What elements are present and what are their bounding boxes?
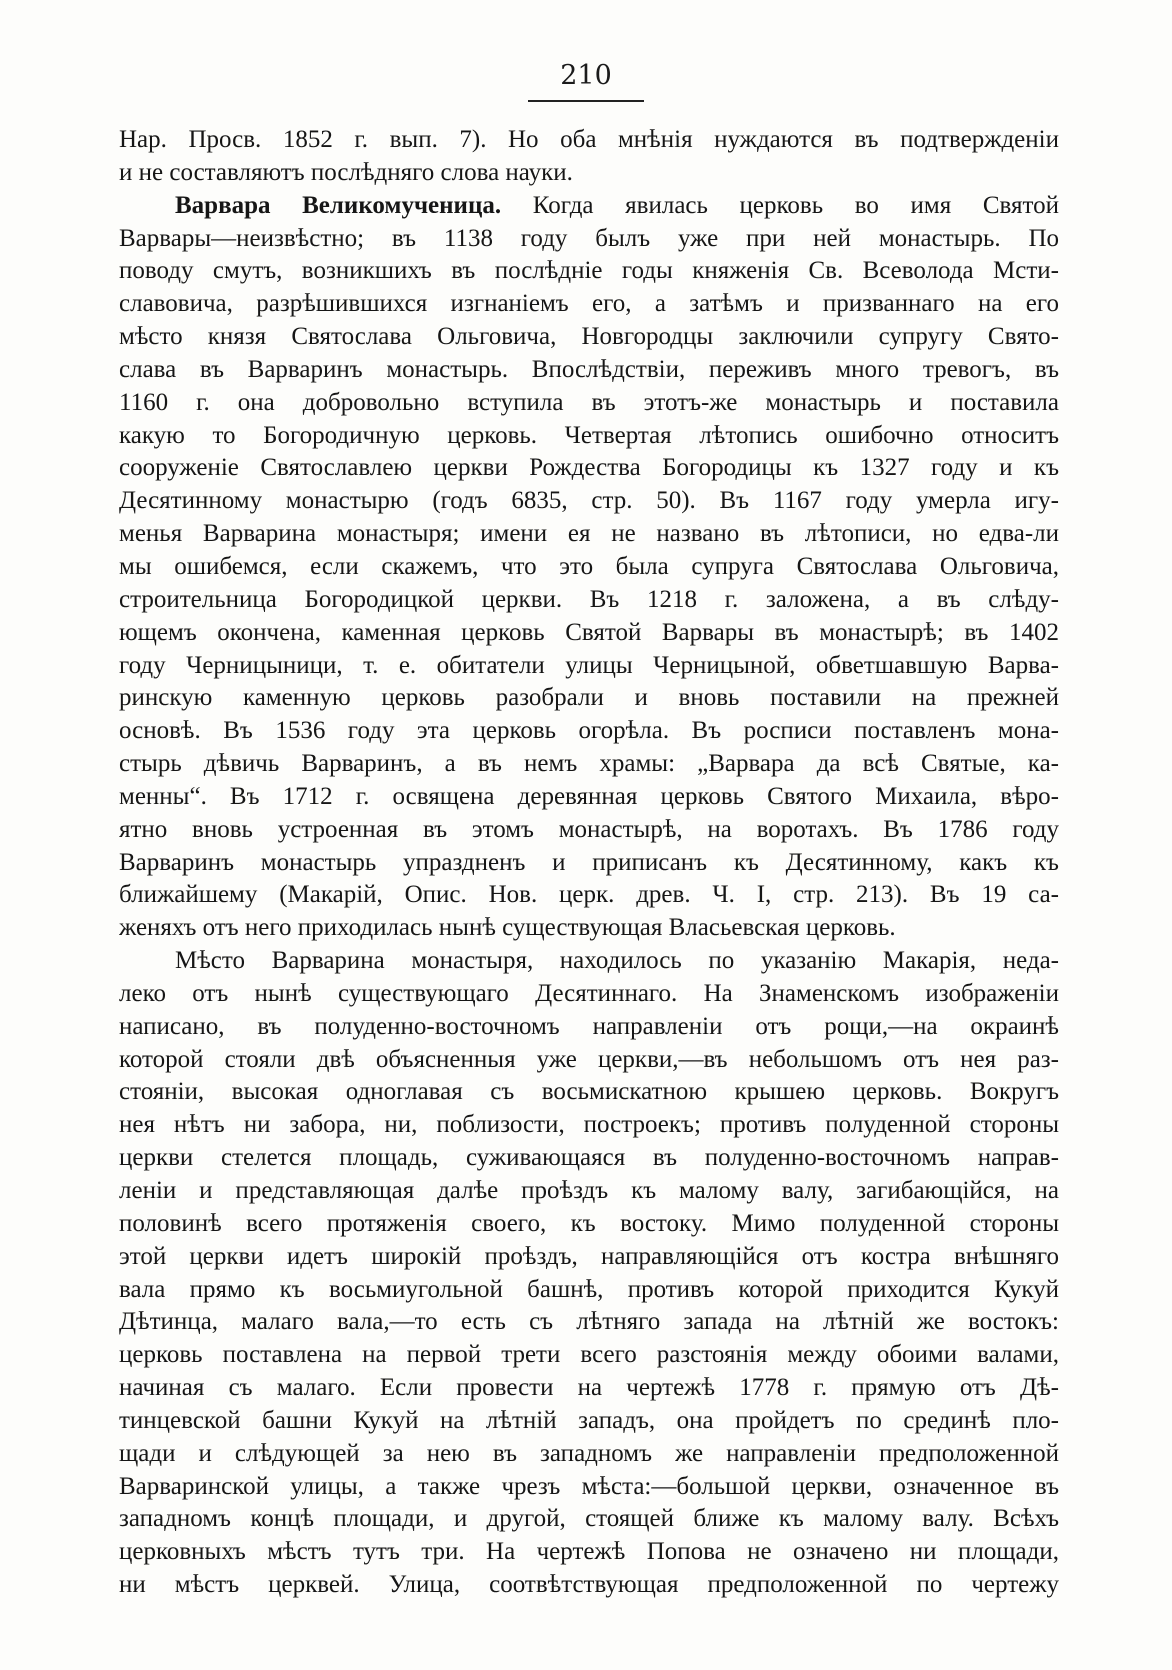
text-line: какую то Богородичную церковь. Четвертая лѣтопись ошибочно относитъ	[119, 421, 1059, 449]
text-line: строительница Богородицкой церкви. Въ 1218 г. заложена, а въ слѣду-	[119, 585, 1059, 613]
text-line: Дѣтинца, малаго вала,—то есть съ лѣтняго запада на лѣтній же востокъ:	[119, 1308, 1059, 1336]
text-line: этой церкви идетъ широкій проѣздъ, направляющійся отъ костра внѣшняго	[119, 1242, 1059, 1270]
text-line: написано, въ полуденно-восточномъ направленіи отъ рощи,—на окраинѣ	[119, 1012, 1059, 1040]
text-line: западномъ концѣ площади, и другой, стоящей ближе къ малому валу. Всѣхъ	[119, 1505, 1059, 1533]
text-line: ни мѣстъ церквей. Улица, соотвѣтствующая предположенной по чертежу	[119, 1571, 1059, 1599]
section-heading: Варвара Великомученица.	[175, 191, 502, 219]
text-line: стырь дѣвичь Варваринъ, а въ немъ храмы: „Варвара да всѣ Святые, ка-	[119, 750, 1059, 778]
text-line: слава въ Варваринъ монастырь. Впослѣдствіи, переживъ много тревогъ, въ	[119, 355, 1059, 383]
text-line: тинцевской башни Кукуй на лѣтній западъ, она пройдетъ по срединѣ пло-	[119, 1406, 1059, 1434]
text-line: Варваринской улицы, а также чрезъ мѣста:—большой церкви, означенное въ	[119, 1472, 1059, 1500]
text-line: Мѣсто Варварина монастыря, находилось по указанію Макарія, неда-	[175, 947, 1059, 975]
text-line: мѣсто князя Святослава Ольговича, Новгородцы заключили супругу Свято-	[119, 323, 1059, 351]
text-line: 1160 г. она добровольно вступила въ этотъ-же монастырь и поставила	[119, 388, 1059, 416]
text-line: мы ошибемся, если скажемъ, что это была супруга Святослава Ольговича,	[119, 552, 1059, 580]
text-line: ринскую каменную церковь разобрали и вновь поставили на прежней	[119, 684, 1059, 712]
section-heading-line	[119, 190, 1059, 223]
text-line: половинѣ всего протяженія своего, къ востоку. Мимо полуденной стороны	[119, 1209, 1059, 1237]
text-line: Варваринъ монастырь упраздненъ и приписанъ къ Десятинному, какъ къ	[119, 848, 1059, 876]
text-line: Десятинному монастырю (годъ 6835, стр. 50). Въ 1167 году умерла игу-	[119, 487, 1059, 515]
text-line: церковныхъ мѣстъ тутъ три. На чертежѣ Попова не означено ни площади,	[119, 1538, 1059, 1566]
text-line: которой стояли двѣ объясненныя уже церкви,—въ небольшомъ отъ нея раз-	[119, 1045, 1059, 1073]
text-line: женяхъ отъ него приходилась нынѣ существующая Власьевская церковь.	[119, 914, 896, 942]
text-line: церкви стелется площадь, суживающаяся въ полуденно-восточномъ направ-	[119, 1144, 1059, 1172]
text-line: основѣ. Въ 1536 году эта церковь огорѣла. Въ росписи поставленъ мона-	[119, 717, 1059, 745]
text-line: менья Варварина монастыря; имени ея не названо въ лѣтописи, но едва-ли	[119, 520, 1059, 548]
text-line: леко отъ нынѣ существующаго Десятиннаго. На Знаменскомъ изображеніи	[119, 979, 1059, 1007]
page-number: 210	[560, 60, 612, 91]
text-line: вала прямо къ восьмиугольной башнѣ, противъ которой приходится Кукуй	[119, 1275, 1059, 1303]
text-line: и не составляютъ послѣдняго слова науки.	[119, 158, 573, 186]
text-line: ятно вновь устроенная въ этомъ монастырѣ, на воротахъ. Въ 1786 году	[119, 815, 1059, 843]
text-line: Варвары—неизвѣстно; въ 1138 году былъ уже при ней монастырь. По	[119, 224, 1059, 252]
text-line: леніи и представляющая далѣе проѣздъ къ малому валу, загибающійся, на	[119, 1177, 1059, 1204]
text-line: нея нѣтъ ни забора, ни, поблизости, построекъ; противъ полуденной стороны	[119, 1111, 1059, 1139]
text-line: славовича, разрѣшившихся изгнаніемъ его, а затѣмъ и призваннаго на его	[119, 290, 1059, 318]
text-line: Нар. Просв. 1852 г. вып. 7). Но оба мнѣнія нуждаются въ подтвержденіи	[119, 126, 1059, 153]
text-line: стояніи, высокая одноглавая съ восьмискатною крышею церковь. Вокругъ	[119, 1078, 1059, 1106]
text-line: менны“. Въ 1712 г. освящена деревянная церковь Святого Михаила, вѣро-	[119, 782, 1059, 810]
text-line: ющемъ окончена, каменная церковь Святой Варвары въ монастырѣ; въ 1402	[119, 618, 1059, 646]
text-line: сооруженіе Святославлею церкви Рождества Богородицы къ 1327 году и къ	[119, 454, 1059, 482]
text-line: начиная съ малаго. Если провести на чертежѣ 1778 г. прямую отъ Дѣ-	[119, 1374, 1059, 1402]
text-line: ближайшему (Макарій, Опис. Нов. церк. древ. Ч. I, стр. 213). Въ 19 са-	[119, 881, 1059, 909]
text-line: году Черницыници, т. е. обитатели улицы Черницыной, обветшавшую Варва-	[119, 651, 1059, 679]
text-line: поводу смутъ, возникшихъ въ послѣдніе годы княженія Св. Всеволода Мсти-	[119, 257, 1059, 285]
text-line: церковь поставлена на первой трети всего разстоянія между обоими валами,	[119, 1341, 1059, 1369]
page-number-rule	[528, 100, 644, 102]
text-line: щади и слѣдующей за нею въ западномъ же направленіи предположенной	[119, 1439, 1059, 1467]
text-line-rest: Когда явилась церковь во имя Святой	[532, 191, 1059, 219]
body-text	[119, 124, 1059, 1602]
